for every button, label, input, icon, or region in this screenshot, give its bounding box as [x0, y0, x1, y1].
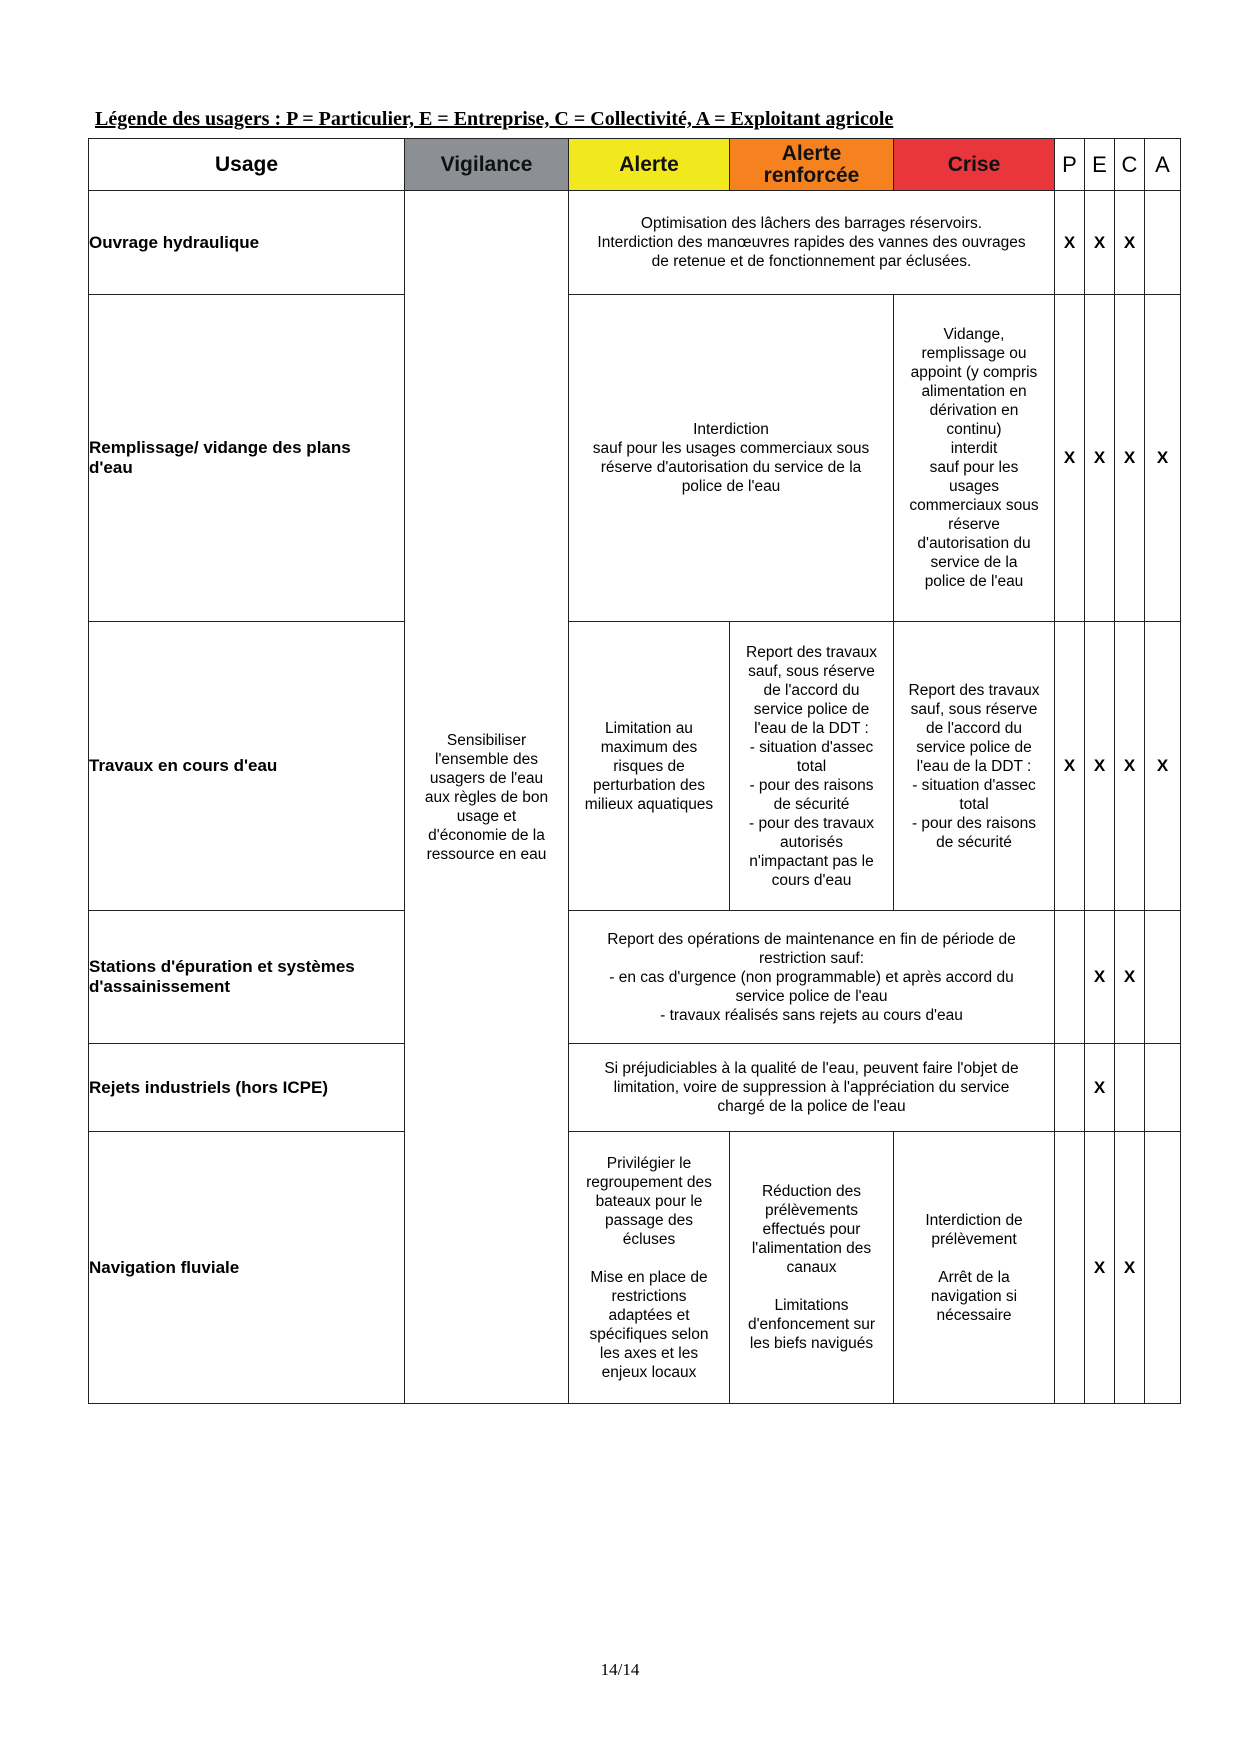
measure-line: - travaux réalisés sans rejets au cours d'eau [660, 1006, 963, 1024]
measure-line: de l'accord du [925, 719, 1023, 737]
header-alerte-renforcee [730, 139, 894, 191]
measure-line: autorisés [780, 833, 843, 851]
usage-line: d'eau [89, 458, 133, 477]
measure-remplissage-alerte [569, 295, 894, 622]
measure-line: Si préjudiciables à la qualité de l'eau, peuvent faire l'objet de [604, 1060, 1019, 1077]
measure-travaux-crise [894, 622, 1055, 911]
measure-line: nécessaire [936, 1306, 1012, 1324]
mark-c: X [1115, 1132, 1145, 1404]
paragraph-gap [569, 1249, 729, 1268]
measure-line: prélèvements [764, 1202, 859, 1219]
measure-line: navigation si [930, 1287, 1018, 1305]
measure-line: les axes et les [599, 1344, 699, 1362]
mark-a: X [1145, 622, 1181, 911]
measure-line: appoint (y compris [910, 364, 1038, 381]
table-header-row [89, 139, 1181, 191]
usage-line: Stations d'épuration et systèmes [89, 957, 355, 976]
measure-line: d'enfoncement sur [747, 1316, 876, 1333]
measure-line: passage des [605, 1211, 693, 1229]
measure-line: restriction sauf: [758, 949, 865, 967]
measure-line: écluses [622, 1230, 676, 1248]
measure-line: de sécurité [773, 795, 850, 813]
measure-line: - situation d'assec [912, 776, 1036, 794]
header-e: E [1085, 139, 1115, 191]
measure-line: limitation, voire de suppression à l'appréciation du service [613, 1079, 1010, 1096]
measure-line: réserve d'autorisation du service de la [600, 459, 862, 476]
usage-rejets-industriels: Rejets industriels (hors ICPE) [89, 1044, 405, 1132]
table-row-rejets-industriels [89, 1044, 1181, 1132]
measure-line: réserve [948, 516, 1000, 533]
mark-a [1145, 1044, 1181, 1132]
measure-line: de sécurité [936, 833, 1012, 851]
mark-a [1145, 911, 1181, 1044]
measure-line: l'eau de la DDT : [916, 757, 1032, 775]
measure-line: Interdiction [693, 421, 769, 438]
measure-line: continu) [946, 421, 1002, 438]
usager-legend: Légende des usagers : P = Particulier, E = Entreprise, C = Collectivité, A = Exploitant agricole [95, 108, 894, 130]
measure-line: bateaux pour le [595, 1192, 703, 1210]
measure-line: remplissage ou [921, 345, 1027, 362]
mark-p [1055, 1132, 1085, 1404]
header-alerte-renforcee-line1: Alerte [781, 141, 842, 165]
measure-stations-epuration [569, 911, 1055, 1044]
measure-rejets-industriels [569, 1044, 1055, 1132]
header-c: C [1115, 139, 1145, 191]
measure-navigation-crise [894, 1132, 1055, 1404]
usage-travaux-cours-eau: Travaux en cours d'eau [89, 622, 405, 911]
measure-ouvrage-hydraulique [569, 191, 1055, 295]
measure-line: Privilégier le [606, 1154, 692, 1172]
mark-e: X [1085, 1132, 1115, 1404]
measure-line: maximum des [600, 738, 698, 756]
measure-line: alimentation en [921, 383, 1027, 400]
measure-line: Limitations [774, 1297, 849, 1314]
measure-line: sauf pour les usages commerciaux sous [592, 440, 870, 457]
measure-line: perturbation des [592, 776, 706, 794]
measure-travaux-alerte-renforcee [730, 622, 894, 911]
vigilance-cell [405, 191, 569, 1404]
page-number: 14/14 [600, 1660, 640, 1679]
measure-line: Report des opérations de maintenance en fin de période de [607, 930, 1016, 948]
table-row-navigation-fluviale [89, 1132, 1181, 1404]
mark-p: X [1055, 191, 1085, 295]
mark-p [1055, 911, 1085, 1044]
measure-line: chargé de la police de l'eau [717, 1098, 906, 1115]
mark-a [1145, 191, 1181, 295]
measure-line: - pour des raisons [749, 776, 874, 794]
mark-p: X [1055, 295, 1085, 622]
measure-line: - pour des travaux [749, 814, 874, 832]
table-row-travaux-cours-eau [89, 622, 1181, 911]
measure-line: - situation d'assec [749, 738, 874, 756]
measure-line: Limitation au [605, 719, 693, 737]
measure-line: spécifiques selon [589, 1325, 709, 1343]
measure-line: canaux [786, 1259, 837, 1276]
mark-e: X [1085, 191, 1115, 295]
measure-line: restrictions [611, 1287, 687, 1305]
measure-navigation-alerte-renforcee [730, 1132, 894, 1404]
usage-line: Remplissage/ vidange des plans [89, 438, 351, 457]
measure-line: de retenue et de fonctionnement par éclusées. [651, 253, 972, 270]
usage-ouvrage-hydraulique: Ouvrage hydraulique [89, 191, 405, 295]
measure-line: sauf pour les [929, 459, 1019, 476]
mark-e: X [1085, 911, 1115, 1044]
header-crise: Crise [894, 139, 1055, 191]
measure-line: Report des travaux [746, 643, 877, 661]
mark-c: X [1115, 622, 1145, 911]
measure-line: d'autorisation du [917, 535, 1031, 552]
measure-remplissage-crise [894, 295, 1055, 622]
measure-travaux-alerte [569, 622, 730, 911]
vigilance-line: Sensibiliser [446, 731, 527, 749]
measure-line: risques de [613, 757, 685, 775]
measure-line: Vidange, [943, 326, 1005, 343]
measure-line: l'eau de la DDT : [754, 719, 869, 737]
measure-line: - pour des raisons [911, 814, 1037, 832]
measure-line: Optimisation des lâchers des barrages réservoirs. [640, 215, 983, 232]
table-row-ouvrage-hydraulique [89, 191, 1181, 295]
restriction-table [88, 138, 1181, 1404]
measure-line: dérivation en [929, 402, 1019, 419]
paragraph-gap [894, 1249, 1054, 1268]
table-row-remplissage-vidange [89, 295, 1181, 622]
measure-line: total [796, 757, 827, 775]
measure-line: police de l'eau [681, 478, 781, 495]
mark-c: X [1115, 911, 1145, 1044]
header-a: A [1145, 139, 1181, 191]
mark-a [1145, 1132, 1181, 1404]
measure-line: sauf, sous réserve [748, 662, 875, 680]
mark-p [1055, 1044, 1085, 1132]
measure-line: enjeux locaux [601, 1363, 697, 1381]
vigilance-line: aux règles de bon [424, 788, 549, 806]
mark-e: X [1085, 1044, 1115, 1132]
measure-line: prélèvement [931, 1230, 1017, 1248]
header-p: P [1055, 139, 1085, 191]
measure-line: commerciaux sous [909, 497, 1039, 514]
measure-line: service police de [753, 700, 870, 718]
mark-e: X [1085, 295, 1115, 622]
measure-line: service police de [916, 738, 1032, 756]
measure-line: total [959, 795, 989, 813]
vigilance-line: usage et [456, 807, 517, 825]
measure-line: adaptées et [608, 1306, 690, 1324]
measure-line: l'alimentation des [751, 1240, 872, 1257]
measure-line: milieux aquatiques [584, 795, 714, 813]
measure-line: n'impactant pas le [749, 852, 874, 870]
mark-p: X [1055, 622, 1085, 911]
mark-a: X [1145, 295, 1181, 622]
mark-c: X [1115, 295, 1145, 622]
usage-navigation-fluviale: Navigation fluviale [89, 1132, 405, 1404]
usage-stations-epuration [89, 911, 405, 1044]
mark-e: X [1085, 622, 1115, 911]
paragraph-gap [730, 1277, 893, 1296]
measure-line: service police de l'eau [735, 987, 888, 1005]
measure-line: Report des travaux [908, 681, 1040, 699]
measure-line: regroupement des [586, 1173, 712, 1191]
measure-line: Interdiction des manœuvres rapides des vannes des ouvrages [597, 234, 1026, 251]
usage-remplissage-vidange [89, 295, 405, 622]
mark-c [1115, 1044, 1145, 1132]
measure-line: effectués pour [762, 1221, 861, 1238]
usage-line: d'assainissement [89, 977, 231, 996]
measure-navigation-alerte [569, 1132, 730, 1404]
mark-c: X [1115, 191, 1145, 295]
measure-line: les biefs navigués [749, 1335, 874, 1352]
measure-line: service de la [930, 554, 1018, 571]
measure-line: cours d'eau [771, 871, 852, 889]
measure-line: interdit [950, 440, 998, 457]
measure-line: - en cas d'urgence (non programmable) et après accord du [609, 968, 1014, 986]
header-alerte-renforcee-line2: renforcée [763, 163, 860, 187]
measure-line: sauf, sous réserve [910, 700, 1038, 718]
measure-line: Réduction des [761, 1183, 862, 1200]
header-usage: Usage [89, 139, 405, 191]
measure-line: police de l'eau [924, 573, 1024, 590]
measure-line: usages [949, 478, 999, 495]
measure-line: Arrêt de la [938, 1268, 1010, 1286]
vigilance-line: d'économie de la [428, 826, 545, 844]
measure-line: Mise en place de [590, 1268, 708, 1286]
table-row-stations-epuration [89, 911, 1181, 1044]
vigilance-line: usagers de l'eau [429, 769, 544, 787]
measure-line: de l'accord du [763, 681, 860, 699]
measure-line: Interdiction de [925, 1211, 1023, 1229]
header-vigilance: Vigilance [405, 139, 569, 191]
vigilance-line: ressource en eau [426, 845, 547, 863]
header-alerte: Alerte [569, 139, 730, 191]
vigilance-line: l'ensemble des [435, 750, 538, 768]
